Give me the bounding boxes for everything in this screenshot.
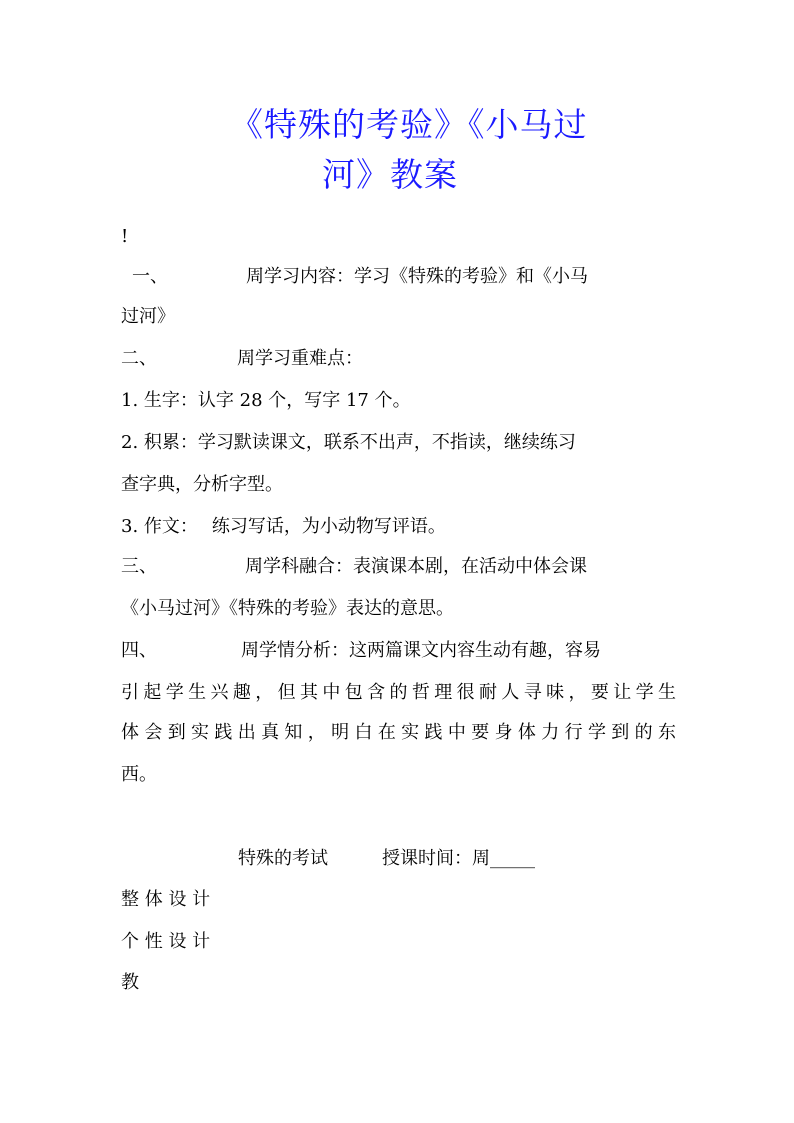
lesson-name: 特殊的考试 — [238, 848, 328, 869]
section-3-number: 三、 — [121, 556, 157, 577]
label-personal-design: 个 性 设 计 — [121, 931, 211, 952]
item-1: 1. 生字：认字 28 个，写字 17 个。 — [121, 390, 411, 411]
section-1-text: 周学习内容：学习《特殊的考验》和《小马 — [246, 266, 588, 287]
title-line-2: 河》教案 — [322, 155, 458, 194]
document-title — [230, 100, 650, 200]
section-2-text: 周学习重难点： — [237, 348, 363, 369]
section-1-continuation: 过河》 — [121, 306, 175, 327]
section-1-number: 一、 — [132, 266, 168, 287]
section-4-number: 四、 — [121, 640, 157, 661]
section-3-text: 周学科融合：表演课本剧，在活动中体会课 — [245, 556, 587, 577]
section-4 — [121, 640, 676, 662]
section-1 — [132, 266, 676, 288]
label-teach: 教 — [121, 972, 139, 993]
lesson-time: 授课时间：周_____ — [382, 848, 535, 869]
stray-mark: ! — [121, 226, 129, 247]
section-4-text: 周学情分析：这两篇课文内容生动有趣，容易 — [241, 640, 601, 661]
section-4-line-3: 体会到实践出真知，明白在实践中要身体力行学到的东 — [121, 722, 676, 743]
item-3 — [121, 516, 676, 538]
title-line-1: 《特殊的考验》《小马过 — [230, 105, 588, 144]
section-4-line-2: 引起学生兴趣，但其中包含的哲理很耐人寻味，要让学生 — [121, 682, 676, 703]
item-2-continuation: 查字典，分析字型。 — [121, 474, 283, 495]
section-2-number: 二、 — [121, 348, 157, 369]
section-3 — [121, 556, 676, 578]
item-2: 2. 积累：学习默读课文，联系不出声，不指读，继续练习 — [121, 432, 576, 453]
item-3-label: 3. 作文： — [121, 516, 198, 537]
label-overall-design: 整 体 设 计 — [121, 889, 211, 910]
section-4-line-4: 西。 — [121, 764, 157, 785]
lesson-header — [238, 848, 678, 870]
section-2 — [121, 348, 676, 370]
section-3-continuation: 《小马过河》《特殊的考验》表达的意思。 — [121, 598, 454, 619]
item-3-text: 练习写话，为小动物写评语。 — [211, 516, 446, 537]
